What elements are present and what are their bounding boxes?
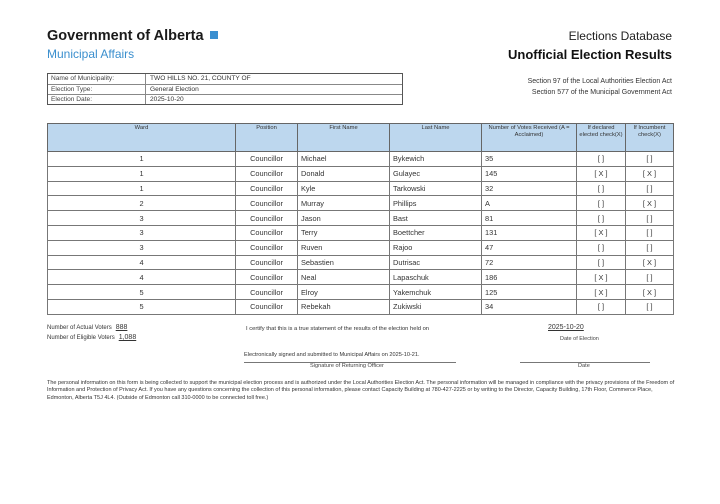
info-label: Election Date: — [48, 95, 146, 104]
database-title: Elections Database — [568, 29, 672, 43]
column-header-votes: Number of Votes Received (A = Acclaimed) — [482, 124, 577, 152]
column-header-ward: Ward — [48, 124, 236, 152]
cell-position: Councillor — [236, 211, 298, 226]
cell-votes: 72 — [482, 255, 577, 270]
cell-first-name: Donald — [298, 166, 390, 181]
cell-first-name: Jason — [298, 211, 390, 226]
cell-votes: 186 — [482, 270, 577, 285]
cell-first-name: Sebastien — [298, 255, 390, 270]
cell-first-name: Michael — [298, 152, 390, 167]
cell-position: Councillor — [236, 196, 298, 211]
info-value: General Election — [150, 86, 199, 93]
cell-position: Councillor — [236, 166, 298, 181]
cell-votes: 47 — [482, 240, 577, 255]
cell-elected: [ ] — [577, 181, 626, 196]
cell-incumbent: [ X ] — [626, 196, 674, 211]
cell-votes: 81 — [482, 211, 577, 226]
section-reference: Section 577 of the Municipal Government Act — [531, 89, 672, 96]
table-row — [48, 152, 674, 167]
column-header-elected: If declared elected check(X) — [577, 124, 626, 152]
results-title: Unofficial Election Results — [508, 47, 672, 62]
results-table — [47, 123, 674, 315]
cell-last-name: Bast — [390, 211, 482, 226]
cell-incumbent: [ ] — [626, 240, 674, 255]
cell-position: Councillor — [236, 152, 298, 167]
info-label: Election Type: — [48, 85, 146, 94]
cell-votes: 131 — [482, 225, 577, 240]
table-header-row — [48, 124, 674, 152]
cell-votes: 34 — [482, 299, 577, 314]
cell-ward: 3 — [48, 211, 236, 226]
cell-elected: [ X ] — [577, 270, 626, 285]
column-header-last-name: Last Name — [390, 124, 482, 152]
cell-position: Councillor — [236, 270, 298, 285]
cell-ward: 5 — [48, 299, 236, 314]
cell-incumbent: [ ] — [626, 299, 674, 314]
cell-position: Councillor — [236, 225, 298, 240]
table-row — [48, 166, 674, 181]
section-reference: Section 97 of the Local Authorities Election Act — [527, 78, 672, 85]
column-header-first-name: First Name — [298, 124, 390, 152]
column-header-position: Position — [236, 124, 298, 152]
table-row — [48, 285, 674, 300]
cell-last-name: Bykewich — [390, 152, 482, 167]
cell-last-name: Yakemchuk — [390, 285, 482, 300]
column-header-incumbent: If Incumbent check(X) — [626, 124, 674, 152]
info-label: Name of Municipality: — [48, 74, 146, 84]
table-row — [48, 299, 674, 314]
cell-incumbent: [ X ] — [626, 285, 674, 300]
cell-votes: 32 — [482, 181, 577, 196]
cell-last-name: Phillips — [390, 196, 482, 211]
cell-elected: [ ] — [577, 196, 626, 211]
table-row — [48, 240, 674, 255]
cell-incumbent: [ ] — [626, 211, 674, 226]
cell-last-name: Boettcher — [390, 225, 482, 240]
cell-elected: [ ] — [577, 240, 626, 255]
cell-last-name: Lapaschuk — [390, 270, 482, 285]
cell-position: Councillor — [236, 285, 298, 300]
info-value: 2025-10-20 — [150, 96, 184, 103]
cell-incumbent: [ ] — [626, 270, 674, 285]
cell-incumbent: [ ] — [626, 152, 674, 167]
cell-votes: A — [482, 196, 577, 211]
table-row — [48, 211, 674, 226]
cell-ward: 4 — [48, 270, 236, 285]
cell-elected: [ ] — [577, 211, 626, 226]
cell-first-name: Neal — [298, 270, 390, 285]
date-label: Date — [578, 363, 590, 369]
info-value: TWO HILLS NO. 21, COUNTY OF — [150, 75, 251, 82]
cell-last-name: Dutrisac — [390, 255, 482, 270]
cell-elected: [ X ] — [577, 285, 626, 300]
cell-position: Councillor — [236, 240, 298, 255]
cell-last-name: Zukiwski — [390, 299, 482, 314]
cell-ward: 3 — [48, 225, 236, 240]
cell-elected: [ X ] — [577, 166, 626, 181]
signature-label: Signature of Returning Officer — [310, 363, 384, 369]
cell-votes: 125 — [482, 285, 577, 300]
voter-counts — [47, 323, 136, 343]
cell-incumbent: [ X ] — [626, 255, 674, 270]
cell-first-name: Ruven — [298, 240, 390, 255]
cell-incumbent: [ X ] — [626, 166, 674, 181]
cell-ward: 5 — [48, 285, 236, 300]
eligible-voters: Number of Eligible Voters 1,088 — [47, 334, 137, 341]
cell-elected: [ ] — [577, 152, 626, 167]
info-row-municipality — [48, 74, 402, 84]
table-row — [48, 255, 674, 270]
cell-last-name: Rajoo — [390, 240, 482, 255]
cell-last-name: Gulayec — [390, 166, 482, 181]
cell-ward: 2 — [48, 196, 236, 211]
org-title: Government of Alberta — [47, 28, 218, 44]
election-date-value: 2025-10-20 — [548, 324, 584, 331]
table-row — [48, 196, 674, 211]
cell-position: Councillor — [236, 181, 298, 196]
table-row — [48, 181, 674, 196]
cell-votes: 35 — [482, 152, 577, 167]
cell-first-name: Elroy — [298, 285, 390, 300]
cell-ward: 3 — [48, 240, 236, 255]
logo-square-icon — [210, 31, 218, 39]
cell-elected: [ X ] — [577, 225, 626, 240]
cell-elected: [ ] — [577, 299, 626, 314]
cell-last-name: Tarkowski — [390, 181, 482, 196]
cell-incumbent: [ ] — [626, 225, 674, 240]
cell-ward: 1 — [48, 166, 236, 181]
cell-elected: [ ] — [577, 255, 626, 270]
actual-voters: Number of Actual Voters 888 — [47, 324, 128, 331]
dept-title: Municipal Affairs — [47, 47, 135, 61]
cell-ward: 1 — [48, 181, 236, 196]
legislation-references — [528, 76, 672, 98]
municipality-info-box — [47, 73, 403, 105]
privacy-notice: The personal information on this form is being collected to support the municipal election process and is authorized under the Local Authorities Election Act. The personal information will be managed in compliance with the privacy provisions of the Freedom of Information and Protection of Privacy Act. If you have any questions concerning the collection of this personal information, please contact Capacity Building at 780-427-2225 or by writing to the Director, Capacity Building, 17th Floor, Commerce Place, Edmonton, Alberta T5J 4L4. (Outside of Edmonton call 310-0000 to be connected toll free.) — [47, 380, 675, 401]
cell-position: Councillor — [236, 299, 298, 314]
table-row — [48, 270, 674, 285]
cell-votes: 145 — [482, 166, 577, 181]
table-row — [48, 225, 674, 240]
electronic-signature-note: Electronically signed and submitted to Municipal Affairs on 2025-10-21. — [244, 352, 420, 358]
cell-ward: 1 — [48, 152, 236, 167]
cell-first-name: Rebekah — [298, 299, 390, 314]
info-row-election-date — [48, 94, 402, 104]
cell-first-name: Murray — [298, 196, 390, 211]
info-row-election-type — [48, 84, 402, 94]
cell-first-name: Terry — [298, 225, 390, 240]
date-of-election-label: Date of Election — [560, 336, 599, 342]
cell-incumbent: [ ] — [626, 181, 674, 196]
cell-ward: 4 — [48, 255, 236, 270]
certification-statement: I certify that this is a true statement of the results of the election held on — [246, 326, 430, 332]
cell-first-name: Kyle — [298, 181, 390, 196]
cell-position: Councillor — [236, 255, 298, 270]
